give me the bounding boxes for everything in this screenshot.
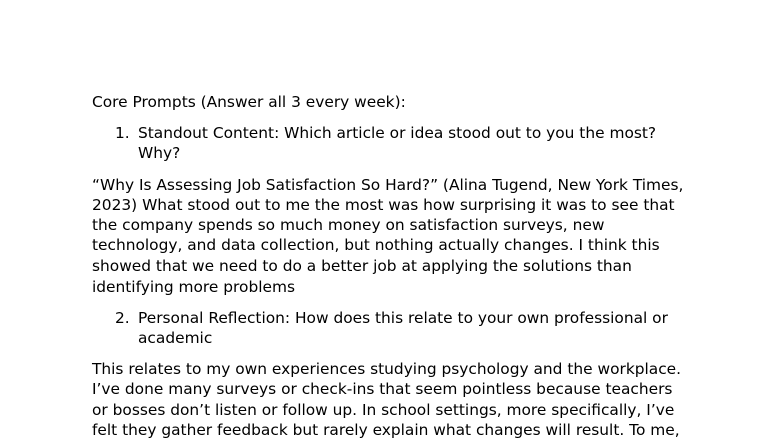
answer-1-line-2: 2023) What stood out to me the most was how surprising it was to see that (92, 196, 675, 214)
answer-1-line-6: identifying more problems (92, 278, 295, 296)
answer-1-line-5: showed that we need to do a better job at applying the solutions than (92, 257, 632, 275)
answer-2-line-3: or bosses don’t listen or follow up. In school settings, more specifically, I’ve (92, 401, 675, 419)
answer-2-line-2: I’ve done many surveys or check-ins that seem pointless because teachers (92, 380, 673, 398)
prompt-1-line-2: Why? (138, 144, 181, 162)
section-heading: Core Prompts (Answer all 3 every week): (92, 93, 406, 111)
answer-1-line-1: “Why Is Assessing Job Satisfaction So Hard?” (Alina Tugend, New York Times, (92, 176, 684, 194)
answer-1-line-3: the company spends so much money on satisfaction surveys, new (92, 216, 605, 234)
prompt-2-line-2: academic (138, 329, 213, 347)
answer-2-line-1: This relates to my own experiences studying psychology and the workplace. (92, 360, 682, 378)
prompt-1-line-1: Standout Content: Which article or idea stood out to you the most? (138, 124, 657, 142)
answer-1-line-4: technology, and data collection, but nothing actually changes. I think this (92, 236, 660, 254)
answer-2-line-4: felt they gather feedback but rarely explain what changes will result. To me, (92, 421, 680, 439)
prompt-1-number: 1. (115, 124, 130, 142)
prompt-2-number: 2. (115, 309, 130, 327)
prompt-2-line-1: Personal Reflection: How does this relate to your own professional or (138, 309, 668, 327)
